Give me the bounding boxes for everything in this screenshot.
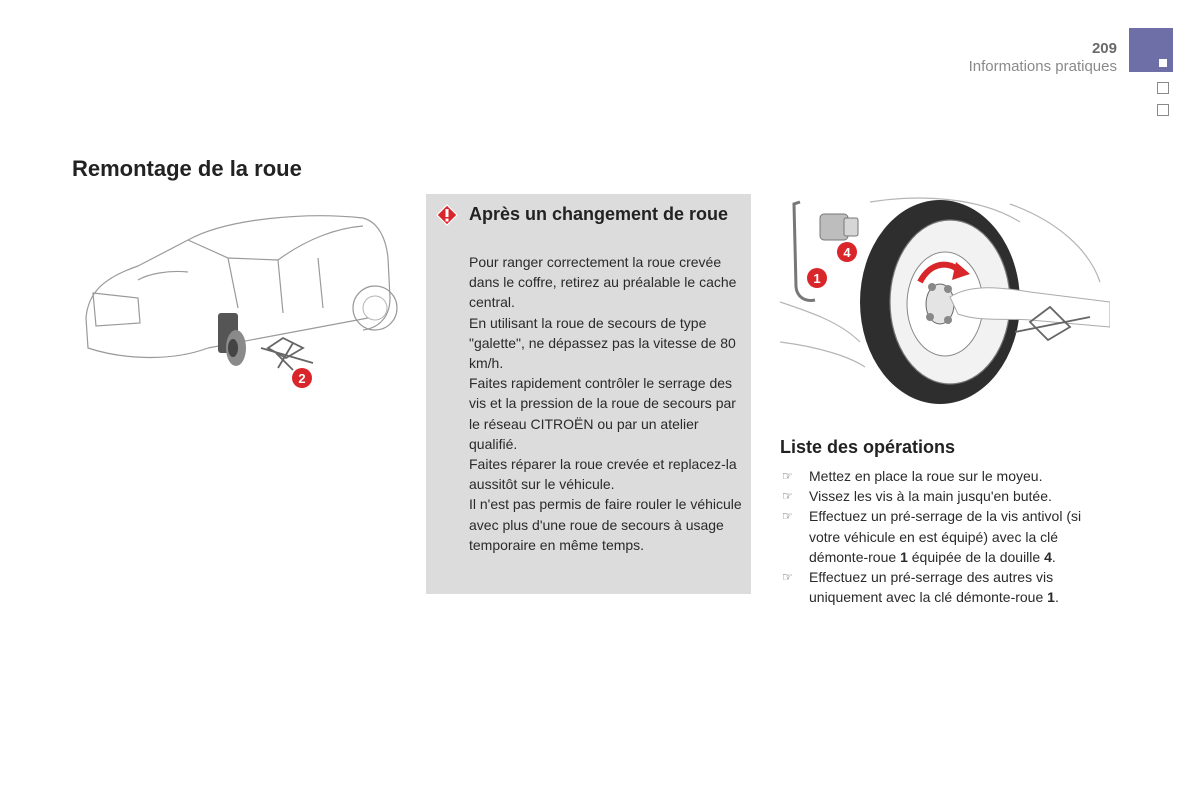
svg-text:2: 2 — [298, 371, 306, 386]
warning-icon — [436, 204, 458, 226]
warning-title: Après un changement de roue — [469, 204, 729, 224]
list-item: ☞ Mettez en place la roue sur le moyeu. — [780, 466, 1115, 486]
chapter-tab-dot — [1159, 59, 1167, 67]
warning-box — [426, 194, 751, 594]
front-brake-disc — [218, 313, 246, 366]
chapter-tab-box — [1157, 82, 1169, 94]
page-title: Remontage de la roue — [72, 156, 302, 181]
pointing-hand-icon: ☞ — [782, 509, 793, 524]
list-item: ☞ Vissez les vis à la main jusqu'en butée. — [780, 486, 1115, 506]
warning-paragraph: Pour ranger correctement la roue crevée dans le coffre, retirez au préalable le cache central. — [469, 254, 737, 311]
pointing-hand-icon: ☞ — [782, 570, 793, 585]
rear-wheel — [353, 286, 397, 330]
callout-1 — [807, 268, 827, 288]
page-number: 209 — [1091, 40, 1117, 57]
pointing-hand-icon: ☞ — [782, 489, 793, 504]
warning-paragraph: En utilisant la roue de secours de type "galette", ne dépassez pas la vitesse de 80 km/h. — [469, 314, 736, 372]
operations-title: Liste des opérations — [780, 437, 956, 457]
list-item: ☞ Effectuez un pré-serrage des autres vis uniquement avec la clé démonte-roue 1. — [782, 569, 1059, 606]
callout-2 — [292, 368, 312, 388]
list-item: ☞ Effectuez un pré-serrage de la vis antivol (si votre véhicule en est équipé) avec la clé démonte-roue 1 équipée de la douille 4. — [782, 508, 1082, 565]
warning-paragraph: Faites réparer la roue crevée et replacez-la aussitôt sur le véhicule. — [469, 456, 737, 493]
svg-text:4: 4 — [843, 245, 851, 260]
chapter-tab-box — [1157, 104, 1169, 116]
section-name: Informations pratiques — [968, 58, 1117, 75]
socket — [820, 214, 858, 240]
svg-text:1: 1 — [813, 271, 821, 286]
wheel-mounting-illustration — [780, 192, 1110, 414]
warning-paragraph: Faites rapidement contrôler le serrage des vis et la pression de la roue de secours par le réseau CITROËN ou par un atelier qualifié. — [469, 375, 736, 452]
jack — [261, 338, 313, 370]
car-jack-illustration — [78, 198, 408, 398]
warning-text — [469, 252, 744, 555]
pointing-hand-icon: ☞ — [782, 469, 793, 483]
operations-list — [780, 466, 1115, 607]
warning-paragraph: Il n'est pas permis de faire rouler le véhicule avec plus d'une roue de secours à usage temporaire en même temps. — [469, 496, 742, 553]
callout-4 — [837, 242, 857, 262]
